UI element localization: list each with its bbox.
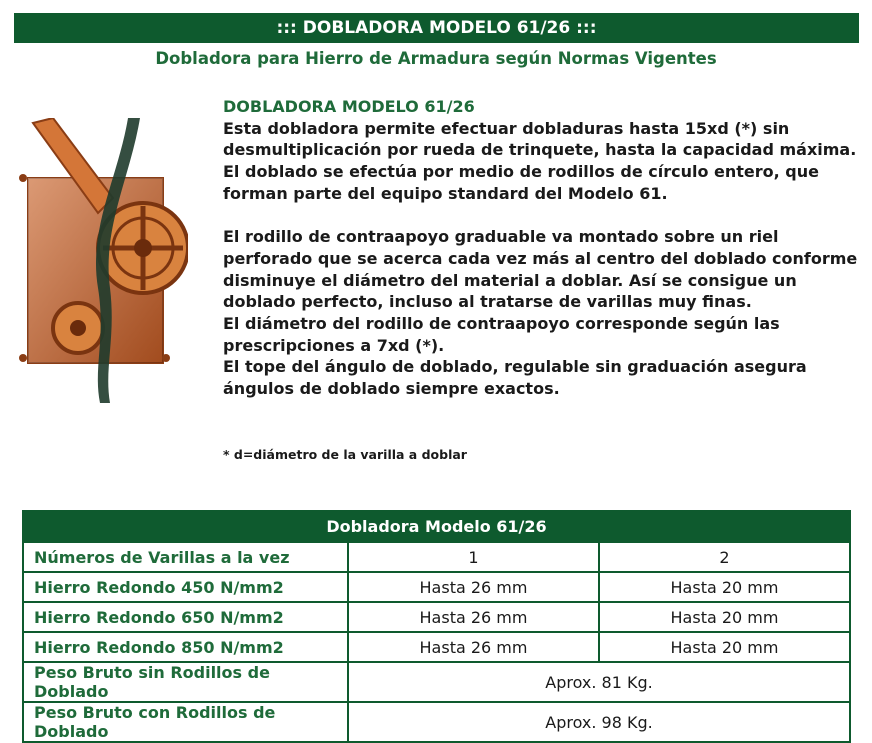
table-row (23, 702, 850, 742)
table-row (23, 542, 850, 572)
description-paragraph-1: Esta dobladora permite efectuar dobladuras hasta 15xd (*) sin desmultiplicación por rueda de trinquete, hasta la capacidad máxima. El doblado se efectúa por medio de rodillos de círculo entero, que forman parte del equipo standard del Modelo 61. (223, 118, 857, 203)
row-value-2: 2 (599, 542, 850, 572)
description-paragraph-2: El rodillo de contraapoyo graduable va montado sobre un riel perforado que se acerca cada vez más al centro del doblado conforme disminuye el diámetro del material a doblar. Así se consigue un doblado perfecto, incluso al tratarse de varillas muy finas. (223, 227, 858, 312)
row-value: Aprox. 98 Kg. (348, 702, 850, 742)
footnote: * d=diámetro de la varilla a doblar (223, 447, 467, 462)
spec-table-title: Dobladora Modelo 61/26 (23, 511, 850, 542)
row-label: Hierro Redondo 850 N/mm2 (23, 632, 348, 662)
spec-table (22, 510, 851, 743)
row-label: Peso Bruto sin Rodillos de Doblado (23, 662, 348, 702)
table-row (23, 602, 850, 632)
row-label: Hierro Redondo 650 N/mm2 (23, 602, 348, 632)
row-value-2: Hasta 20 mm (599, 632, 850, 662)
row-value-2: Hasta 20 mm (599, 602, 850, 632)
row-value-1: 1 (348, 542, 599, 572)
row-label: Hierro Redondo 450 N/mm2 (23, 572, 348, 602)
row-value: Aprox. 81 Kg. (348, 662, 850, 702)
description-title: DOBLADORA MODELO 61/26 (223, 97, 475, 116)
table-row (23, 632, 850, 662)
spec-table-header (23, 511, 850, 542)
table-row (23, 662, 850, 702)
description-block (223, 96, 868, 400)
row-label: Peso Bruto con Rodillos de Doblado (23, 702, 348, 742)
description-paragraph-4: El tope del ángulo de doblado, regulable sin graduación asegura ángulos de doblado siempre exactos. (223, 357, 807, 399)
description-paragraph-3: El diámetro del rodillo de contraapoyo corresponde según las prescripciones a 7xd (*). (223, 314, 780, 355)
row-value-1: Hasta 26 mm (348, 572, 599, 602)
row-label: Números de Varillas a la vez (23, 542, 348, 572)
page-banner: ::: DOBLADORA MODELO 61/26 ::: (14, 13, 859, 43)
page-subtitle: Dobladora para Hierro de Armadura según Normas Vigentes (155, 49, 717, 68)
table-row (23, 572, 850, 602)
row-value-1: Hasta 26 mm (348, 632, 599, 662)
row-value-2: Hasta 20 mm (599, 572, 850, 602)
machine-photo (18, 118, 188, 403)
row-value-1: Hasta 26 mm (348, 602, 599, 632)
